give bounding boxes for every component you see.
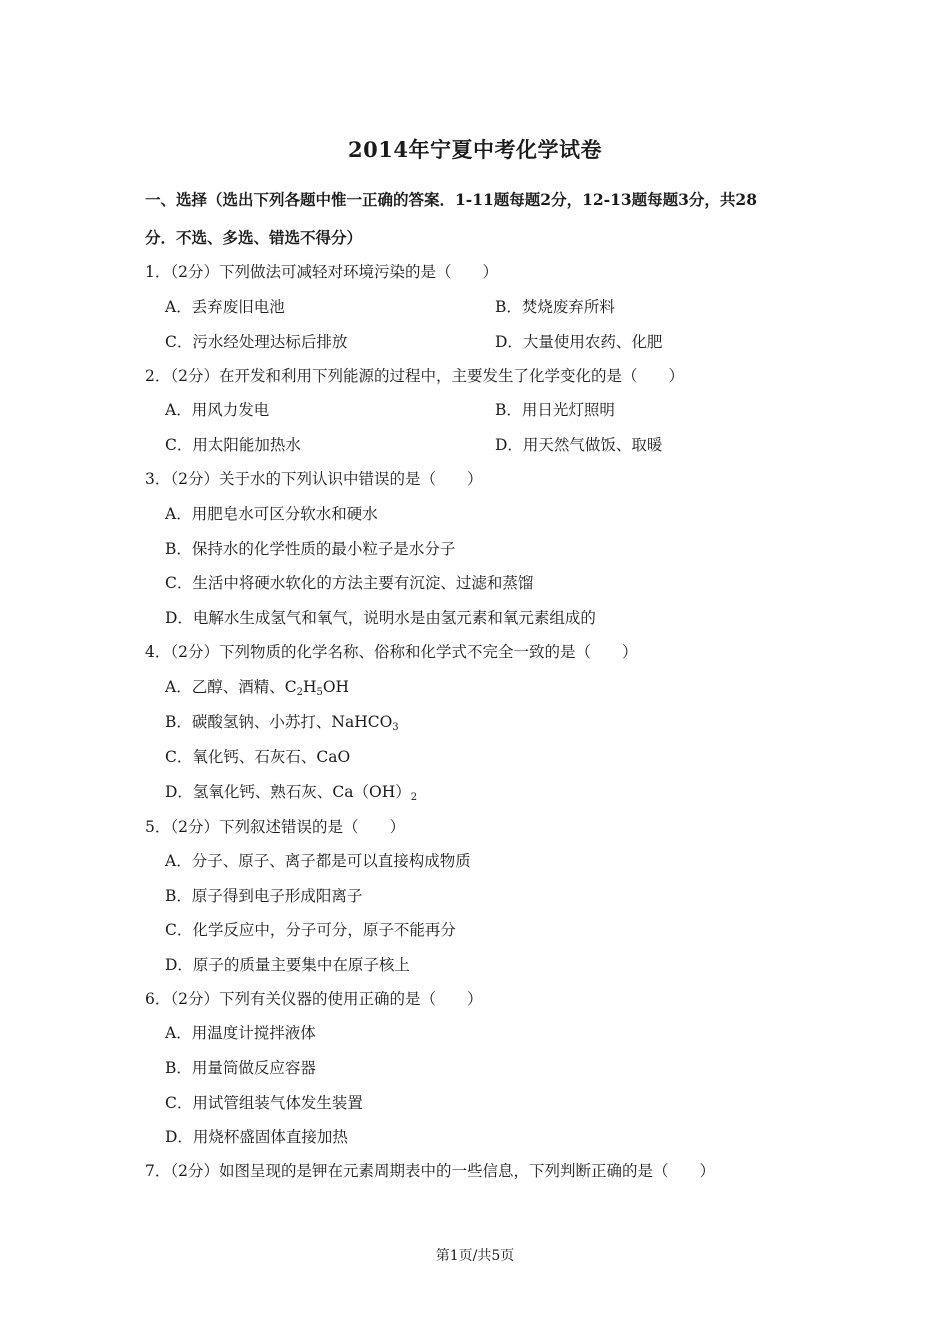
option: C．化学反应中，分子可分，原子不能再分 (165, 921, 456, 939)
option: C．用太阳能加热水 (165, 436, 301, 454)
option: D．氢氧化钙、熟石灰、$Ca(OH)_2$ (165, 783, 418, 803)
option: A．丢弃废旧电池 (165, 298, 285, 316)
option: C．氧化钙、石灰石、CaO (165, 748, 351, 766)
section-heading-line1: 一、选择（选出下列各题中惟一正确的答案．1-11题每题2分，12-13题每题3分，共28 (145, 190, 758, 209)
option: D．大量使用农药、化肥 (495, 333, 663, 351)
option: B．焚烧废弃所料 (495, 298, 615, 316)
option: D．原子的质量主要集中在原子核上 (165, 956, 410, 974)
page-footer: 第1页/共5页 (435, 1248, 515, 1264)
question-stem: 7．（2分）如图呈现的是钾在元素周期表中的一些信息，下列判断正确的是（ ） (145, 1162, 715, 1180)
option: A．用温度计搅拌液体 (165, 1024, 316, 1042)
question-stem: 5．（2分）下列叙述错误的是（ ） (145, 818, 405, 836)
option: A．用风力发电 (165, 401, 270, 419)
question-stem: 6．（2分）下列有关仪器的使用正确的是（ ） (145, 990, 483, 1008)
option: D．电解水生成氢气和氧气，说明水是由氢元素和氧元素组成的 (165, 609, 596, 627)
option: B．原子得到电子形成阳离子 (165, 887, 363, 905)
option: A．分子、原子、离子都是可以直接构成物质 (165, 852, 471, 870)
option: D．用烧杯盛固体直接加热 (165, 1128, 348, 1146)
option: A．乙醇、酒精、$C_2H_5OH$ (165, 678, 350, 698)
option: B．碳酸氢钠、小苏打、NaHCO$_3$ (165, 713, 399, 733)
option: C．用试管组装气体发生装置 (165, 1094, 363, 1112)
option: C．生活中将硬水软化的方法主要有沉淀、过滤和蒸馏 (165, 574, 534, 592)
option: B．用量筒做反应容器 (165, 1059, 316, 1077)
question-stem: 4．（2分）下列物质的化学名称、俗称和化学式不完全一致的是（ ） (145, 643, 638, 661)
page-title: 2014年宁夏中考化学试卷 (348, 137, 602, 162)
option: A．用肥皂水可区分软水和硬水 (165, 505, 378, 523)
question-stem: 3．（2分）关于水的下列认识中错误的是（ ） (145, 470, 483, 488)
question-stem: 1．（2分）下列做法可减轻对环境污染的是（ ） (145, 263, 498, 281)
option: D．用天然气做饭、取暖 (495, 436, 663, 454)
option: B．保持水的化学性质的最小粒子是水分子 (165, 540, 456, 558)
question-stem: 2．（2分）在开发和利用下列能源的过程中，主要发生了化学变化的是（ ） (145, 367, 684, 385)
option: B．用日光灯照明 (495, 401, 615, 419)
section-heading-line2: 分．不选、多选、错选不得分） (145, 228, 363, 247)
option: C．污水经处理达标后排放 (165, 333, 348, 351)
